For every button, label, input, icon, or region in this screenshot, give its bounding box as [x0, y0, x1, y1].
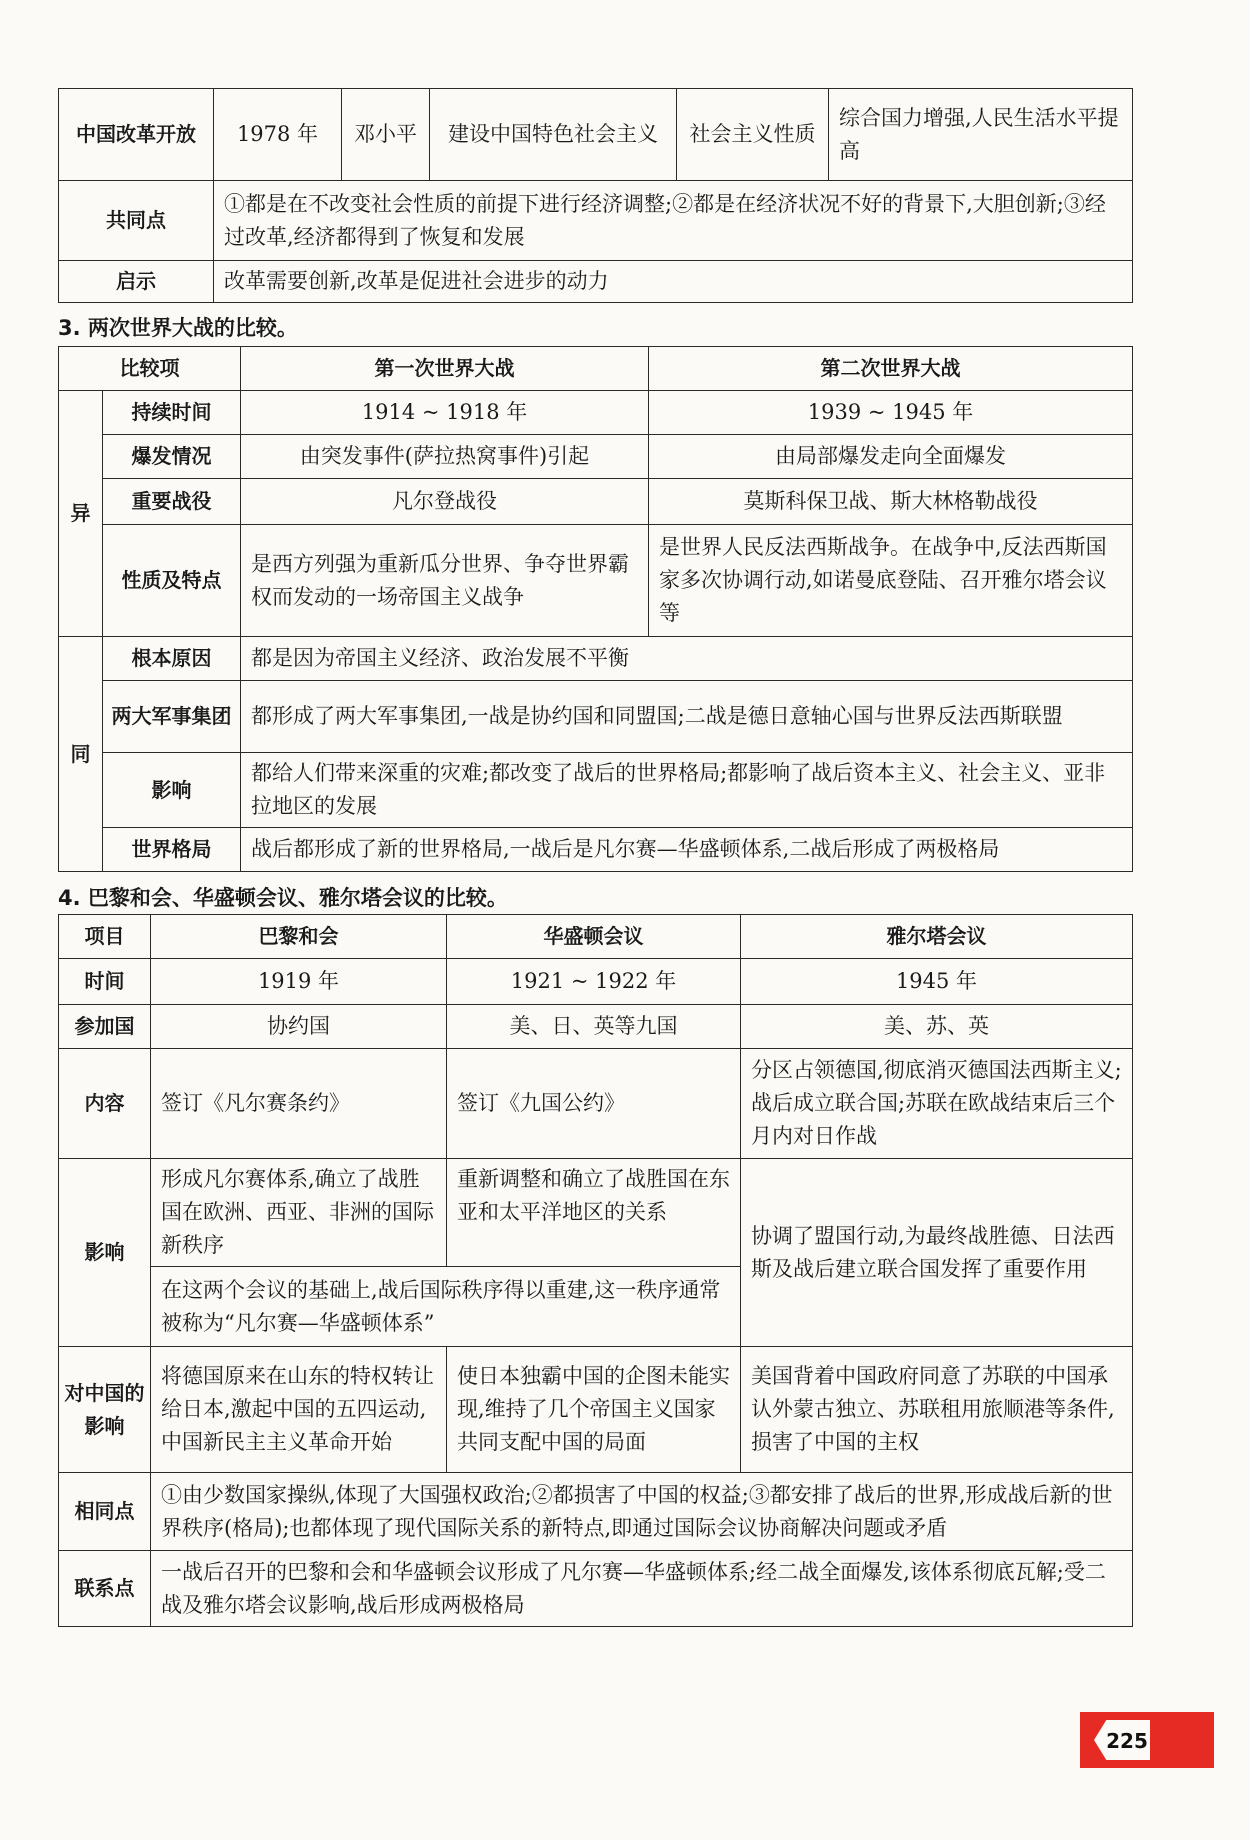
page-number: 225: [1106, 1729, 1148, 1753]
participants-yalta: 美、苏、英: [741, 1005, 1133, 1049]
china-yalta: 美国背着中国政府同意了苏联的中国承认外蒙古独立、苏联租用旅顺港等条件,损害了中国的主权: [741, 1347, 1133, 1473]
same-row-text: 都给人们带来深重的灾难;都改变了战后的世界格局;都影响了战后资本主义、社会主义、亚非拉地区的发展: [241, 753, 1133, 828]
reform-leader: 邓小平: [342, 89, 430, 181]
china-paris: 将德国原来在山东的特权转让给日本,激起中国的五四运动,中国新民主主义革命开始: [151, 1347, 447, 1473]
same-row-text: 战后都形成了新的世界格局,一战后是凡尔赛—华盛顿体系,二战后形成了两极格局: [241, 828, 1133, 872]
similar-label: 相同点: [59, 1473, 151, 1551]
world-wars-table: [58, 346, 1133, 872]
conferences-table: [58, 914, 1133, 1627]
ww-header-item: 比较项: [59, 347, 241, 391]
impact-washington: 重新调整和确立了战胜国在东亚和太平洋地区的关系: [447, 1159, 741, 1267]
same-row-text: 都形成了两大军事集团,一战是协约国和同盟国;二战是德日意轴心国与世界反法西斯联盟: [241, 681, 1133, 753]
common-label: 共同点: [59, 181, 214, 261]
diff-row-label: 性质及特点: [103, 525, 241, 637]
diff-row-ww2: 莫斯科保卫战、斯大林格勒战役: [649, 479, 1133, 525]
diff-row-ww2: 1939 ~ 1945 年: [649, 391, 1133, 435]
impact-combined: 在这两个会议的基础上,战后国际秩序得以重建,这一秩序通常被称为“凡尔赛—华盛顿体系”: [151, 1267, 741, 1347]
diff-row-ww1: 1914 ~ 1918 年: [241, 391, 649, 435]
diff-row-label: 爆发情况: [103, 435, 241, 479]
lesson-text: 改革需要创新,改革是促进社会进步的动力: [214, 261, 1133, 303]
participants-washington: 美、日、英等九国: [447, 1005, 741, 1049]
content-paris: 签订《凡尔赛条约》: [151, 1049, 447, 1159]
china-washington: 使日本独霸中国的企图未能实现,维持了几个帝国主义国家共同支配中国的局面: [447, 1347, 741, 1473]
impact-yalta: 协调了盟国行动,为最终战胜德、日法西斯及战后建立联合国发挥了重要作用: [741, 1159, 1133, 1347]
ww-header-ww2: 第二次世界大战: [649, 347, 1133, 391]
content-washington: 签订《九国公约》: [447, 1049, 741, 1159]
same-label: 同: [59, 637, 103, 872]
ww-header-ww1: 第一次世界大战: [241, 347, 649, 391]
reform-name: 中国改革开放: [59, 89, 214, 181]
diff-label: 异: [59, 391, 103, 637]
reform-nature: 社会主义性质: [677, 89, 829, 181]
same-row-text: 都是因为帝国主义经济、政治发展不平衡: [241, 637, 1133, 681]
diff-row-ww1: 由突发事件(萨拉热窝事件)引起: [241, 435, 649, 479]
section4-heading: 4. 巴黎和会、华盛顿会议、雅尔塔会议的比较。: [58, 886, 508, 910]
participants-paris: 协约国: [151, 1005, 447, 1049]
conf-header-paris: 巴黎和会: [151, 915, 447, 959]
reform-year: 1978 年: [214, 89, 342, 181]
link-text: 一战后召开的巴黎和会和华盛顿会议形成了凡尔赛—华盛顿体系;经二战全面爆发,该体系彻底瓦解;受二战及雅尔塔会议影响,战后形成两极格局: [151, 1551, 1133, 1627]
same-row-label: 根本原因: [103, 637, 241, 681]
diff-row-label: 持续时间: [103, 391, 241, 435]
reform-path: 建设中国特色社会主义: [430, 89, 677, 181]
impact-label: 影响: [59, 1159, 151, 1347]
china-label: 对中国的影响: [59, 1347, 151, 1473]
reform-comparison-table: [58, 88, 1133, 303]
link-label: 联系点: [59, 1551, 151, 1627]
section3-heading: 3. 两次世界大战的比较。: [58, 316, 298, 340]
diff-row-ww1: 是西方列强为重新瓜分世界、争夺世界霸权而发动的一场帝国主义战争: [241, 525, 649, 637]
diff-row-ww2: 由局部爆发走向全面爆发: [649, 435, 1133, 479]
content-yalta: 分区占领德国,彻底消灭德国法西斯主义;战后成立联合国;苏联在欧战结束后三个月内对日作战: [741, 1049, 1133, 1159]
same-row-label: 影响: [103, 753, 241, 828]
impact-paris: 形成凡尔赛体系,确立了战胜国在欧洲、西亚、非洲的国际新秩序: [151, 1159, 447, 1267]
same-row-label: 世界格局: [103, 828, 241, 872]
conf-header-washington: 华盛顿会议: [447, 915, 741, 959]
same-row-label: 两大军事集团: [103, 681, 241, 753]
time-yalta: 1945 年: [741, 959, 1133, 1005]
time-paris: 1919 年: [151, 959, 447, 1005]
common-text: ①都是在不改变社会性质的前提下进行经济调整;②都是在经济状况不好的背景下,大胆创新;③经过改革,经济都得到了恢复和发展: [214, 181, 1133, 261]
time-label: 时间: [59, 959, 151, 1005]
time-washington: 1921 ~ 1922 年: [447, 959, 741, 1005]
similar-text: ①由少数国家操纵,体现了大国强权政治;②都损害了中国的权益;③都安排了战后的世界,形成战后新的世界秩序(格局);也都体现了现代国际关系的新特点,即通过国际会议协商解决问题或矛盾: [151, 1473, 1133, 1551]
diff-row-ww2: 是世界人民反法西斯战争。在战争中,反法西斯国家多次协调行动,如诺曼底登陆、召开雅尔塔会议等: [649, 525, 1133, 637]
conf-header-item: 项目: [59, 915, 151, 959]
reform-result: 综合国力增强,人民生活水平提高: [829, 89, 1133, 181]
lesson-label: 启示: [59, 261, 214, 303]
conf-header-yalta: 雅尔塔会议: [741, 915, 1133, 959]
participants-label: 参加国: [59, 1005, 151, 1049]
diff-row-label: 重要战役: [103, 479, 241, 525]
content-label: 内容: [59, 1049, 151, 1159]
diff-row-ww1: 凡尔登战役: [241, 479, 649, 525]
